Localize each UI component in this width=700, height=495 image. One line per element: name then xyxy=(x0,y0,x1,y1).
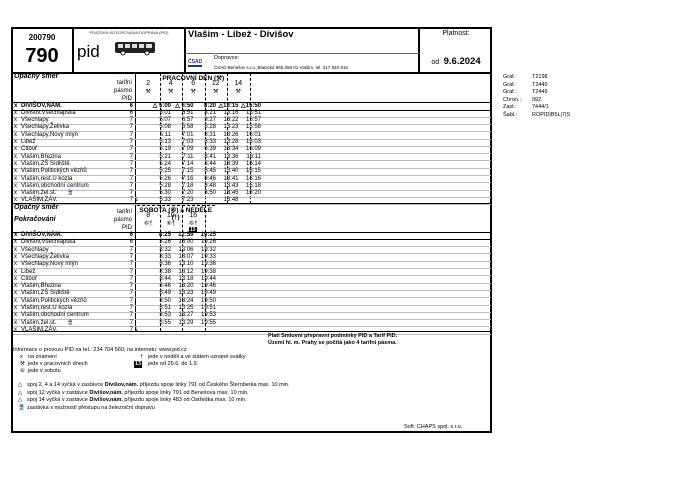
departure-time: 8:46 xyxy=(159,283,171,290)
stop-name: Libež xyxy=(21,268,36,275)
side-info-value: T2449 xyxy=(532,81,548,88)
departure-time: 13:25 xyxy=(178,305,194,311)
info-text: Informace o provozu PID na tel.: 234 704 560; na internetu: www.pid.cz xyxy=(13,347,187,353)
departure-time: 16:09 xyxy=(245,146,261,153)
departure-time: 16:14 xyxy=(245,160,261,167)
departure-time: 19:38 xyxy=(200,268,216,275)
departure-time: 5:26 xyxy=(159,175,171,182)
departure-time: 8:25 xyxy=(158,232,171,238)
zone-value: 7 xyxy=(129,261,133,268)
departure-time: 13:41 xyxy=(223,175,239,182)
end-arrow-icon: ⇣ xyxy=(134,197,140,204)
departure-time: 16:18 xyxy=(245,182,261,189)
header-divider xyxy=(185,53,419,54)
departure-time: 8:26 xyxy=(159,239,171,246)
request-stop-mark: x xyxy=(14,109,17,116)
departure-time: 13:45 xyxy=(223,190,239,197)
side-info-value: 7444/1 xyxy=(532,104,549,110)
departure-time: 16:01 xyxy=(245,131,261,138)
note-line xyxy=(18,382,290,389)
request-stop-mark: x xyxy=(14,190,17,197)
note-text: spoj 2, 4 a 14 vyčká v zastávce xyxy=(27,382,105,388)
note-stop: Divišov,nám. xyxy=(104,382,139,388)
bus-icon xyxy=(114,41,156,56)
side-info-label: Graf.: xyxy=(503,81,517,88)
departure-time: 5:21 xyxy=(159,153,171,160)
note-text: spoj 14 vyčká v zastávce xyxy=(27,397,90,403)
departure-time: 19:50 xyxy=(200,297,216,304)
departure-time: 8:44 xyxy=(159,275,171,282)
zone-value: 6 xyxy=(129,232,133,238)
departure-time: 8:31 xyxy=(204,131,216,138)
stop-name: Divišov,Všechlapská xyxy=(21,109,76,116)
side-info-value: T2449 xyxy=(532,89,548,95)
footer-credit: Soft. CHAPS spol. s r.o. xyxy=(404,424,463,430)
request-stop-mark: x xyxy=(14,305,17,311)
departure-time: 8:53 xyxy=(159,312,171,319)
departure-time: 13:28 xyxy=(223,139,239,145)
table-row xyxy=(13,103,491,110)
line-number: 790 xyxy=(25,45,59,67)
conditions-line1: Platí Smluvní přepravní podmínky PID a Tarif PID. xyxy=(268,333,398,339)
request-stop-mark: x xyxy=(14,153,17,160)
departure-time: 8:41 xyxy=(204,153,216,160)
trip-number: 4 xyxy=(168,80,173,87)
conditions-line2: Území hl. m. Prahy se počítá jako 4 tarifní pásma. xyxy=(268,340,397,346)
zone-value: 6 xyxy=(129,102,133,109)
departure-time: 7:09 xyxy=(181,146,194,153)
legend-symbol: x xyxy=(20,354,23,360)
zone-header: PID xyxy=(121,96,132,102)
departure-time: 19:53 xyxy=(200,312,216,319)
carrier-label: Dopravce: xyxy=(214,55,240,61)
validity xyxy=(420,51,492,69)
departure-time: 5:25 xyxy=(159,168,171,175)
trip-number: 8 xyxy=(146,212,151,219)
departure-time: 7:15 xyxy=(181,168,194,175)
trip-number: 12 xyxy=(211,80,220,87)
departure-time: 19:49 xyxy=(200,290,216,297)
stop-name: Libež xyxy=(21,139,36,145)
departure-time: 7:16 xyxy=(181,175,194,182)
departure-time: 15:51 xyxy=(245,109,261,116)
departure-time: 5:19 xyxy=(159,146,171,153)
departure-time: 19:33 xyxy=(200,253,216,260)
departure-time: 19:46 xyxy=(200,283,216,290)
departure-time: 13:18 xyxy=(178,275,194,282)
request-stop-mark: x xyxy=(14,283,17,290)
departure-time: 5:28 xyxy=(159,182,171,189)
side-info-label: Graf.: xyxy=(503,74,517,80)
departure-time: 19:55 xyxy=(200,319,216,326)
departure-time: 13:10 xyxy=(178,261,194,268)
side-info-label: Zast.: xyxy=(503,104,517,110)
request-stop-mark: x xyxy=(14,175,17,182)
request-stop-mark: x xyxy=(14,319,17,326)
trip-symbol: ⑥† xyxy=(188,221,198,227)
departure-time: 7:01 xyxy=(181,131,194,138)
departure-time: 19:25 xyxy=(200,232,216,238)
direction-label: Opačný směr xyxy=(14,73,59,80)
request-stop-mark: x xyxy=(14,253,17,260)
departure-time: 5:07 xyxy=(159,117,171,124)
zone-value: 7 xyxy=(129,117,133,124)
zone-value: 7 xyxy=(129,153,133,160)
legend-text: jede v neděli a ve státem uznané svátky xyxy=(148,354,246,360)
request-stop-mark: x xyxy=(14,290,17,297)
departure-time: 16:16 xyxy=(245,175,261,182)
stop-name: Vlašim,obchodní centrum xyxy=(21,312,89,319)
zone-value: 7 xyxy=(129,305,133,311)
departure-time: 7:14 xyxy=(181,160,194,167)
legend-symbol: ⑥ xyxy=(20,368,25,374)
departure-time: 5:13 xyxy=(159,139,171,145)
departure-time: 8:28 xyxy=(204,124,216,131)
stop-name: DIVIŠOV,NÁM. xyxy=(21,102,62,109)
departure-time: 13:29 xyxy=(178,319,194,326)
note-text: příjezdu spoje linky 791 od Českého Šternberka max. 10 min. xyxy=(138,382,290,388)
zone-value: 7 xyxy=(129,268,133,275)
request-stop-mark: x xyxy=(14,261,17,268)
zone-value: 7 xyxy=(129,182,133,189)
departure-time: 15:57 xyxy=(245,117,261,124)
departure-time: 19:51 xyxy=(200,305,216,311)
departure-time: 8:21 xyxy=(204,109,216,116)
departure-time: 8:48 xyxy=(204,182,216,189)
departure-time: 5:11 xyxy=(159,131,171,138)
stop-name: Vlašim,Politických vězňů xyxy=(21,297,87,304)
stop-name: VLAŠIM,ZÁV. xyxy=(21,326,58,333)
validity-label: Platnost: xyxy=(442,30,470,37)
trip-symbol: ⚒ xyxy=(145,89,151,95)
request-stop-mark: x xyxy=(14,197,17,204)
carrier-info: ČSAD Benešov s.r.o.,Blanická 960,258 01 Vlašim, tel. 317 840 815 xyxy=(214,65,348,70)
request-stop-mark: x xyxy=(14,297,17,304)
stop-name: Vlašim,rest.U kozla xyxy=(21,175,73,182)
zone-value: 7 xyxy=(129,253,133,260)
request-stop-mark: x xyxy=(14,131,17,138)
zone-value: 7 xyxy=(129,326,133,333)
timetable-frame xyxy=(11,27,492,433)
validity-date: 9.6.2024 xyxy=(443,56,481,67)
zone-value: 7 xyxy=(129,131,133,138)
request-stop-mark: x xyxy=(14,168,17,175)
departure-time: △ 6:50 xyxy=(175,102,194,109)
line-code: 200790 xyxy=(28,33,56,42)
side-info-value: 992 xyxy=(532,96,542,103)
trip-symbol: ⚒ xyxy=(190,89,196,95)
departure-time: 13:39 xyxy=(223,160,239,167)
stop-name: Vlašim,ZŠ Sídliště xyxy=(21,290,70,297)
request-stop-mark: x xyxy=(14,326,17,333)
pid-logo: pid xyxy=(77,42,100,61)
departure-time: 6:58 xyxy=(181,124,194,131)
stop-name: Vlašim,žel.st. xyxy=(21,190,57,197)
departure-time: 8:50 xyxy=(204,190,216,197)
departure-time: 15:58 xyxy=(245,124,261,131)
request-stop-mark: x xyxy=(14,275,17,282)
note-symbol: △ xyxy=(18,397,23,403)
trip-symbol: ⚒ xyxy=(168,89,174,95)
legend-symbol: ⚒ xyxy=(20,361,25,367)
note-symbol: 🚆 xyxy=(18,404,25,411)
header-divider xyxy=(184,27,186,73)
continuation-label: Pokračování xyxy=(14,216,56,223)
route-title: Vlašim - Libež - Divišov xyxy=(188,29,294,40)
trip-symbol: ⑥† xyxy=(143,221,153,227)
departure-time: 5:01 xyxy=(159,109,171,116)
zone-header: pásmo xyxy=(113,217,132,223)
trip-symbol: ⑥† xyxy=(166,221,176,227)
note-text: příjezdu spoje linky 791 od Benešova max. 10 min. xyxy=(122,389,249,396)
stop-name: Všechlapy xyxy=(21,117,49,124)
note-line xyxy=(18,405,155,412)
departure-time: 19:36 xyxy=(200,261,216,268)
stop-name: Vlašim,žel.st. xyxy=(21,319,57,326)
departure-time: 8:36 xyxy=(159,261,171,268)
departure-time: 13:06 xyxy=(178,246,194,253)
departure-time: 7:03 xyxy=(181,139,194,145)
departure-time: 7:11 xyxy=(182,153,194,160)
trip-number: 16 xyxy=(189,212,198,219)
note-stop: Divišov,nám. xyxy=(89,389,123,396)
departure-time: 16:11 xyxy=(246,153,261,160)
train-icon: 🚆 xyxy=(67,319,74,326)
zone-value: 7 xyxy=(129,283,133,290)
departure-time: 13:27 xyxy=(178,312,194,319)
departure-time: 8:38 xyxy=(159,268,171,275)
zone-value: 7 xyxy=(129,246,133,253)
stop-name: Vlašim,ZŠ Sídliště xyxy=(21,160,70,167)
departure-time: 6:57 xyxy=(181,117,194,124)
stop-name: DIVIŠOV,NÁM. xyxy=(21,232,62,238)
stop-name: Vlašim,Březina xyxy=(21,153,62,160)
legend-text: na znamení xyxy=(28,354,57,360)
departure-time: 13:00 xyxy=(178,239,194,246)
section-title: PRACOVNÍ DEN (⚒) xyxy=(137,73,250,82)
note-text: příjezdu spoje linky 483 od Ostředka max. 10 min. xyxy=(122,397,247,403)
request-stop-mark: x xyxy=(14,246,17,253)
legend-text: jede v pracovních dnech xyxy=(28,361,88,367)
validity-prefix: od xyxy=(431,59,440,66)
departure-time: 13:34 xyxy=(223,146,239,153)
stop-name: Vlašim,obchodní centrum xyxy=(21,182,89,189)
departure-time: 5:30 xyxy=(159,190,171,197)
note-line xyxy=(18,390,249,397)
request-stop-mark: x xyxy=(14,139,17,145)
zone-value: 7 xyxy=(129,275,133,282)
departure-time: 13:23 xyxy=(223,124,239,131)
departure-time: 7:20 xyxy=(181,190,194,197)
departure-time: 7:23 xyxy=(181,197,194,204)
departure-time: 8:20 xyxy=(203,102,216,109)
departure-time: △13:15 xyxy=(218,102,239,109)
stop-name: Všechlapy,Želivka xyxy=(21,124,69,131)
departure-time: 13:07 xyxy=(178,253,194,260)
side-info-value: T2198 xyxy=(532,74,548,80)
departure-time: 16:20 xyxy=(245,190,261,197)
side-info-label: Graf.: xyxy=(503,89,517,95)
departure-time: 8:45 xyxy=(204,168,216,175)
departure-time: 13:16 xyxy=(223,109,239,116)
zone-value: 7 xyxy=(129,160,133,167)
departure-time: 13:20 xyxy=(178,283,194,290)
trip-number: 10 xyxy=(166,212,175,219)
zone-value: 7 xyxy=(129,124,133,131)
departure-time: 16:15 xyxy=(245,168,261,175)
zone-header: PID xyxy=(121,225,132,231)
zone-header: pásmo xyxy=(113,88,132,94)
direction-label: Opačný směr xyxy=(14,204,59,211)
departure-time: 13:23 xyxy=(178,290,194,297)
request-stop-mark: x xyxy=(14,182,17,189)
departure-time: 8:50 xyxy=(159,297,171,304)
stop-name: Všechlapy,Nový mlýn xyxy=(21,131,78,138)
zone-value: 7 xyxy=(129,290,133,297)
departure-time: 19:44 xyxy=(200,275,216,282)
departure-time: 13:22 xyxy=(223,117,239,124)
note-stop: Divišov,nám. xyxy=(89,397,123,403)
section-title: SOBOTA (⑥) a NEDĚLE (†) xyxy=(137,205,215,221)
pid-caption: PRAŽSKÁ INTEGROVANÁ DOPRAVA (PID) xyxy=(89,30,169,35)
departure-time: 8:51 xyxy=(159,305,171,311)
departure-time: 19:32 xyxy=(200,246,216,253)
departure-time: 19:26 xyxy=(200,239,216,246)
request-stop-mark: x xyxy=(14,117,17,124)
departure-time: 13:24 xyxy=(178,297,194,304)
stop-name: Všechlapy xyxy=(21,246,49,253)
request-stop-mark: x xyxy=(14,312,17,319)
departure-time: 6:51 xyxy=(181,109,194,116)
request-stop-mark: x xyxy=(14,124,17,131)
train-icon: 🚆 xyxy=(67,190,74,197)
trip-number: 14 xyxy=(234,80,243,87)
departure-time: 8:39 xyxy=(204,146,216,153)
legend-symbol: † xyxy=(140,354,144,360)
request-stop-mark: x xyxy=(14,160,17,167)
departure-time: 16:03 xyxy=(245,139,261,145)
departure-time: 8:44 xyxy=(204,160,216,167)
departure-time: 12:59 xyxy=(178,232,194,238)
zone-value: 7 xyxy=(129,197,133,204)
zone-value: 7 xyxy=(129,190,133,197)
request-stop-mark: x xyxy=(14,232,18,238)
zone-header: tarifní xyxy=(116,209,132,215)
stop-name: Ctiboř xyxy=(21,146,38,153)
table-row xyxy=(13,232,491,239)
departure-time: △15:50 xyxy=(241,102,261,109)
stop-name: Ctiboř xyxy=(21,275,38,282)
carrier-logo: ČSAD xyxy=(188,59,203,65)
departure-time: 8:27 xyxy=(204,117,216,124)
zone-value: 7 xyxy=(129,168,133,175)
legend-symbol: 13 xyxy=(135,361,142,367)
zone-value: 7 xyxy=(129,146,133,153)
side-info-value: ROPID|B5L|7|S xyxy=(532,111,571,118)
zone-value: 7 xyxy=(129,139,133,145)
trip-symbol: ⚒ xyxy=(235,89,241,95)
departure-time: 13:48 xyxy=(223,197,239,204)
stop-name: Divišov,Všechlapská xyxy=(21,239,76,246)
trip-badge: 13 xyxy=(190,227,196,233)
departure-time: △ 5:00 xyxy=(152,102,171,109)
trip-number: 2 xyxy=(146,80,151,87)
departure-time: 8:49 xyxy=(159,290,171,297)
row-line xyxy=(13,334,491,335)
departure-time: 5:08 xyxy=(159,124,171,131)
side-info-label: Šabl.: xyxy=(503,111,518,118)
request-stop-mark: x xyxy=(14,146,17,153)
stop-name: Vlašim,rest.U kozla xyxy=(21,305,73,311)
request-stop-mark: x xyxy=(14,268,17,275)
departure-time: 13:43 xyxy=(223,182,239,189)
departure-time: 8:55 xyxy=(159,319,171,326)
departure-time: 5:24 xyxy=(159,160,171,167)
note-symbol: △ xyxy=(18,389,23,396)
row-line xyxy=(13,204,491,205)
request-stop-mark: x xyxy=(14,239,17,246)
end-arrow-icon: ⇣ xyxy=(134,326,140,333)
note-line xyxy=(18,397,246,404)
stop-name: Všechlapy,Nový mlýn xyxy=(21,261,78,268)
stop-name: Vlašim,Politických vězňů xyxy=(21,168,87,175)
departure-time: 8:33 xyxy=(204,139,216,145)
trip-symbol: ⚒ xyxy=(213,89,219,95)
stop-name: VLAŠIM,ZÁV. xyxy=(21,197,58,204)
departure-time: 13:12 xyxy=(178,268,194,275)
zone-value: 7 xyxy=(129,175,133,182)
zone-value: 6 xyxy=(129,239,133,246)
departure-time: 8:33 xyxy=(159,253,171,260)
departure-time: 5:33 xyxy=(159,197,171,204)
departure-time: 13:40 xyxy=(223,168,239,175)
trip-number: 6 xyxy=(191,80,196,87)
request-stop-mark: x xyxy=(14,102,18,109)
legend-text: jede od 29.6. do 1.9. xyxy=(148,361,199,367)
zone-header: tarifní xyxy=(116,80,132,86)
note-text: zastávka s možností přestupu na železniční dopravu xyxy=(27,404,155,411)
departure-time: 7:18 xyxy=(181,182,194,189)
legend-text: jede v sobotu xyxy=(28,368,61,374)
side-info-label: Chron.: xyxy=(503,96,522,103)
zone-value: 7 xyxy=(129,319,133,326)
departure-time: 8:46 xyxy=(204,175,216,182)
zone-value: 6 xyxy=(129,109,133,116)
note-text: spoj 12 vyčká v zastávce xyxy=(27,389,90,396)
stop-name: Vlašim,Březina xyxy=(21,283,62,290)
stop-name: Všechlapy,Želivka xyxy=(21,253,69,260)
zone-value: 7 xyxy=(129,297,133,304)
departure-time: 13:26 xyxy=(223,131,239,138)
note-symbol: △ xyxy=(18,382,23,388)
departure-time: 13:36 xyxy=(223,153,239,160)
departure-time: 8:32 xyxy=(159,246,171,253)
zone-value: 7 xyxy=(129,312,133,319)
